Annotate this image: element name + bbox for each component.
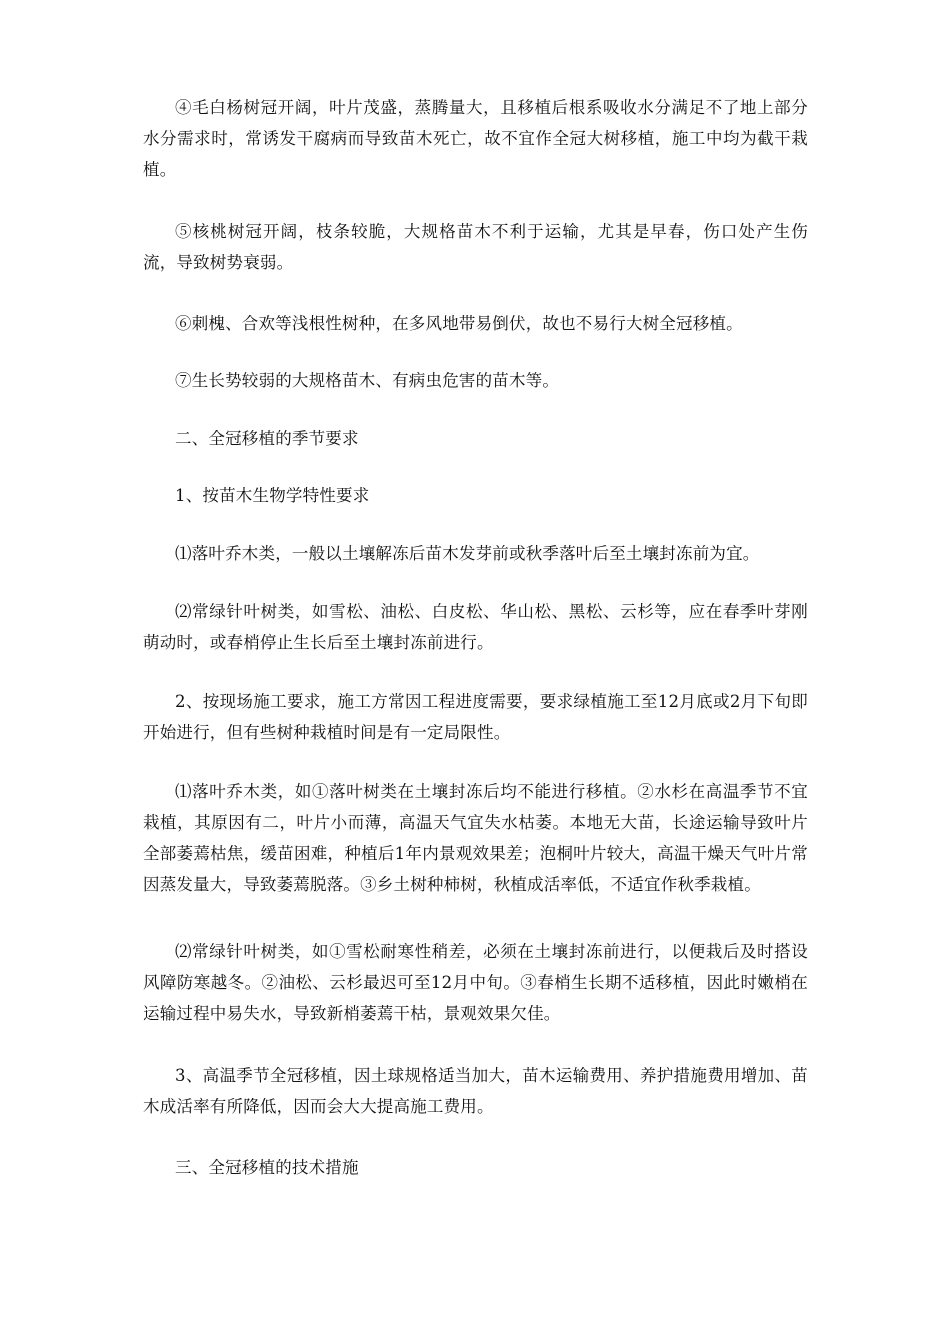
section-heading-2: 二、全冠移植的季节要求 [175, 429, 359, 448]
subheading-1: 1、按苗木生物学特性要求 [175, 486, 370, 505]
paragraph-conifer-limits: ⑵常绿针叶树类，如①雪松耐寒性稍差，必须在土壤封冻前进行，以便栽后及时搭设风障防寒越冬。②油松、云杉最迟可至12月中旬。③春梢生长期不适移植，因此时嫩梢在运输过程中易失水，导致新梢萎蔫干枯，景观效果欠佳。 [143, 942, 808, 1023]
subheading-2: 2、按现场施工要求，施工方常因工程进度需要，要求绿植施工至12月底或2月下旬即开始进行，但有些树种栽植时间是有一定局限性。 [143, 692, 808, 742]
paragraph-poplar: ④毛白杨树冠开阔，叶片茂盛，蒸腾量大，且移植后根系吸收水分满足不了地上部分水分需求时，常诱发干腐病而导致苗木死亡，故不宜作全冠大树移植，施工中均为截干栽植。 [143, 98, 808, 179]
paragraph-conifer-timing: ⑵常绿针叶树类，如雪松、油松、白皮松、华山松、黑松、云杉等，应在春季叶芽刚萌动时，或春梢停止生长后至土壤封冻前进行。 [143, 602, 808, 652]
paragraph-deciduous-timing: ⑴落叶乔木类，一般以土壤解冻后苗木发芽前或秋季落叶后至土壤封冻前为宜。 [175, 544, 760, 563]
section-heading-3: 三、全冠移植的技术措施 [175, 1158, 359, 1177]
subheading-3: 3、高温季节全冠移植，因土球规格适当加大，苗木运输费用、养护措施费用增加、苗木成活率有所降低，因而会大大提高施工费用。 [143, 1066, 808, 1116]
paragraph-walnut: ⑤核桃树冠开阔，枝条较脆，大规格苗木不利于运输，尤其是早春，伤口处产生伤流，导致树势衰弱。 [143, 222, 808, 272]
paragraph-weak-growth: ⑦生长势较弱的大规格苗木、有病虫危害的苗木等。 [175, 371, 560, 390]
paragraph-deciduous-limits: ⑴落叶乔木类，如①落叶树类在土壤封冻后均不能进行移植。②水杉在高温季节不宜栽植，其原因有二，叶片小而薄，高温天气宜失水枯萎。本地无大苗，长途运输导致叶片全部萎蔫枯焦，缓苗困难，种植后1年内景观效果差；泡桐叶片较大，高温干燥天气叶片常因蒸发量大，导致萎蔫脱落。③乡土树种柿树，秋植成活率低，不适宜作秋季栽植。 [143, 782, 808, 894]
paragraph-locust: ⑥刺槐、合欢等浅根性树种，在多风地带易倒伏，故也不易行大树全冠移植。 [175, 314, 743, 333]
